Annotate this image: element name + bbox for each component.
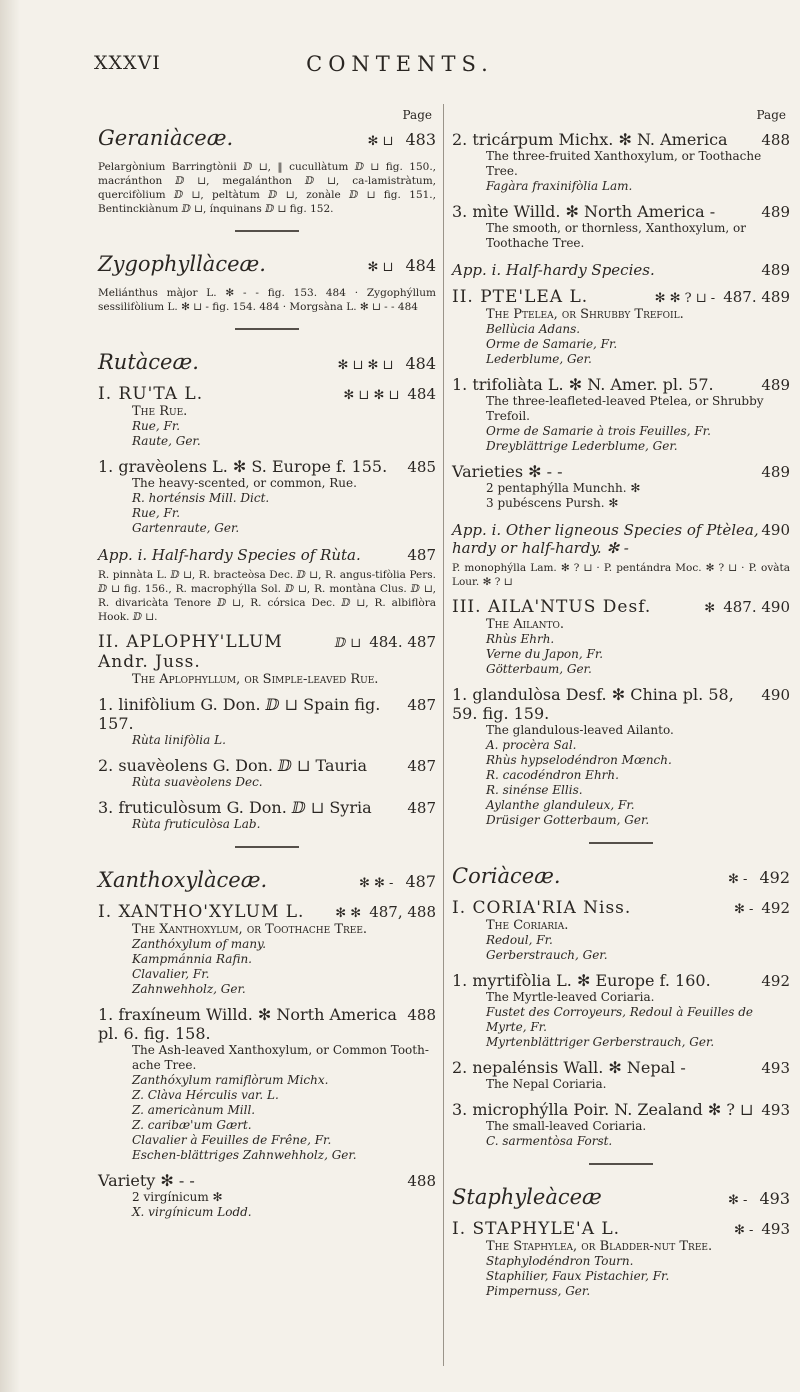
hardiness-symbols: ✻ - [733,1223,754,1238]
page-number: 493 [761,1101,790,1119]
page-number: 493 [759,1189,790,1208]
synonym-line: Verne du Japon, Fr. [486,647,604,661]
family-heading [452,864,790,888]
column-divider [443,104,444,1366]
entry-name: 3. microphýlla Poir. N. Zealand ✻ ? ⊔ [452,1100,754,1119]
synonym-line: Lederblume, Ger. [486,352,592,366]
synonym-line: Rue, Fr. [132,419,181,433]
entry-name: 1. trifoliàta L. ✻ N. Amer. pl. 57. [452,375,714,394]
page-number: 487 [407,799,436,817]
synonym-line: Z. Clàva Hérculis var. L. [132,1088,279,1102]
entry-name: 1. linifòlium G. Don. ⅅ ⊔ Spain fig. 157. [98,695,381,733]
synonym-line: Kampmánnia Rafin. [132,952,252,966]
entry-name: App. i. Half-hardy Species of Rùta. [98,546,361,564]
description-line: 2 virgínicum ✻ [132,1190,223,1204]
family-heading [452,1185,790,1209]
species-entry [452,1100,790,1119]
entry-name: App. i. Other ligneous Species of Ptèlea, hardy or half-hardy. ✻ - [452,521,759,557]
genus-heading [452,597,790,617]
synonym-line: Zanthóxylum of many. [132,937,267,951]
entry-name: 1. gravèolens L. ✻ S. Europe f. 155. [98,457,388,476]
species-entry [452,462,790,481]
description-line: The glandulous-leaved Ailanto. [486,723,674,737]
synonym-line: R. sinénse Ellis. [486,783,583,797]
entry-name: I. CORIA'RIA Niss. [452,898,632,918]
family-heading [98,126,436,150]
page-folio: XXXVI [94,52,161,74]
common-name: The Ptelea, or Shrubby Trefoil. [486,307,684,322]
synonym-line: X. virgínicum Lodd. [132,1205,252,1219]
synonym-line: Gerberstrauch, Ger. [486,948,608,962]
description-line: The three-leafleted-leaved Ptelea, or Shrubby Trefoil. [486,394,764,423]
entry-name: II. PTE'LEA L. [452,287,589,307]
family-heading [98,252,436,276]
synonym-line: Zahnwehholz, Ger. [132,982,246,996]
synonym-line: Fagàra fraxinifòlia Lam. [486,179,633,193]
hardiness-symbols: ✻ ✻ ? ⊔ - [654,291,716,306]
right-column [452,108,790,1299]
synonym-line: Gartenraute, Ger. [132,521,240,535]
common-name: The Xanthoxylum, or Toothache Tree. [132,922,368,937]
entry-name: I. RU'TA L. [98,384,204,404]
synonym-line: Orme de Samarie, Fr. [486,337,618,351]
common-name: The Coriaria. [486,918,569,933]
left-column [98,108,436,1220]
entry-name: Variety ✻ - - [98,1171,195,1190]
entry-name: 3. fruticulòsum G. Don. ⅅ ⊔ Syria [98,798,372,817]
section-rule [235,230,299,232]
synonym-line: Rùta suavèolens Dec. [132,775,263,789]
species-entry [452,1058,790,1077]
page-number: 489 [761,376,790,394]
species-entry [98,798,436,817]
species-entry [452,971,790,990]
species-list: Pelargònium Barringtònii ⅅ ⊔, ‖ cucullàtum ⅅ ⊔ fig. 150., macránthon ⅅ ⊔, megalánthon ⅅ ⊔, ca-lamistràtum, quercifòlium ⅅ ⊔, peltàtum ⅅ ⊔, zonàle ⅅ ⊔ fig. 151., Bentinckiànum ⅅ ⊔, ínquinans ⅅ ⊔ fig. 152. [98,161,436,215]
entry-name: Geraniàceæ. [98,126,234,150]
common-name: The Ailanto. [486,617,565,632]
entry-name: Xanthoxylàceæ. [98,868,268,892]
hardiness-symbols: ✻ - [733,902,754,917]
entry-name: Varieties ✻ - - [452,462,563,481]
page-number: 489 [761,463,790,481]
family-heading [98,868,436,892]
page-number: 487 [405,872,436,891]
page-number: 489 [761,203,790,221]
synonym-line: Rhùs Ehrh. [486,632,555,646]
page-number: 487. 489 [723,288,790,306]
page-number: 492 [759,868,790,887]
section-rule [235,846,299,848]
entry-name: Coriàceæ. [452,864,561,888]
entry-name: I. XANTHO'XYLUM L. [98,902,305,922]
genus-heading [452,898,790,918]
synonym-line: Eschen-blättriges Zahnwehholz, Ger. [132,1148,357,1162]
species-entry [98,695,436,733]
page-number: 487 [407,757,436,775]
species-entry [98,1005,436,1043]
synonym-line: Dreyblättrige Lederblume, Ger. [486,439,678,453]
page-number: 488 [407,1006,436,1024]
species-list: P. monophýlla Lam. ✻ ? ⊔ · P. pentándra Moc. ✻ ? ⊔ · P. ovàta Lour. ✻ ? ⊔ [452,562,790,588]
description-line: The Nepal Coriaria. [486,1077,607,1091]
synonym-line: Pimpernuss, Ger. [486,1284,591,1298]
synonym-line: R. horténsis Mill. Dict. [132,491,270,505]
synonym-line: Zanthóxylum ramiflòrum Michx. [132,1073,329,1087]
entry-name: III. AILA'NTUS Desf. [452,597,652,617]
entry-name: 2. tricárpum Michx. ✻ N. America [452,130,728,149]
hardiness-symbols: ✻ ⊔ ✻ ⊔ [337,358,394,373]
entry-name: 1. myrtifòlia L. ✻ Europe f. 160. [452,971,711,990]
page-number: 484 [405,256,436,275]
description-line: 3 pubéscens Pursh. ✻ [486,496,619,510]
page-number: 488 [407,1172,436,1190]
section-rule [589,1163,653,1165]
entry-name: 1. fraxíneum Willd. ✻ North America pl. 6. fig. 158. [98,1005,397,1043]
entry-name: I. STAPHYLE'A L. [452,1219,621,1239]
hardiness-symbols: ✻ - [728,1193,748,1208]
hardiness-symbols: ✻ - [728,872,748,887]
entry-name: Staphyleàceæ [452,1185,602,1209]
species-list: Meliánthus màjor L. ✻ - - fig. 153. 484 · Zygophýllum sessilifòlium L. ✻ ⊔ - fig. 154. 484 · Morgsàna L. ✻ ⊔ - - 484 [98,287,436,313]
synonym-line: C. sarmentòsa Forst. [486,1134,613,1148]
page-number: 490 [761,521,790,539]
synonym-line: Staphilier, Faux Pistachier, Fr. [486,1269,670,1283]
synonym-line: A. procèra Sal. [486,738,577,752]
synonym-line: Götterbaum, Ger. [486,662,592,676]
genus-heading [452,1219,790,1239]
synonym-line: Rue, Fr. [132,506,181,520]
entry-name: App. i. Half-hardy Species. [452,261,655,279]
page-column-label: Page [756,108,786,122]
section-rule [589,842,653,844]
entry-name: II. APLOPHY'LLUM Andr. Juss. [98,632,283,672]
appendix-heading [452,261,790,279]
page-header [0,0,800,88]
synonym-line: Rhùs hypselodéndron Mœnch. [486,753,672,767]
description-line: The small-leaved Coriaria. [486,1119,647,1133]
entry-name: 1. glandulòsa Desf. ✻ China pl. 58, 59. fig. 159. [452,685,734,723]
synonym-line: Fustet des Corroyeurs, Redoul à Feuilles de Myrte, Fr. [486,1005,754,1034]
genus-heading [98,632,436,672]
entry-name: Rutàceæ. [98,350,199,374]
synonym-line: Clavalier, Fr. [132,967,210,981]
page-column-label: Page [402,108,432,122]
page-number: 493 [761,1220,790,1238]
description-line: 2 pentaphýlla Munchh. ✻ [486,481,641,495]
common-name: The Aplophyllum, or Simple-leaved Rue. [132,672,379,687]
species-entry [452,685,790,723]
species-entry [98,457,436,476]
synonym-line: Drüsiger Gotterbaum, Ger. [486,813,650,827]
page-number: 487, 488 [369,903,436,921]
hardiness-symbols: ✻ ✻ - [359,876,394,891]
hardiness-symbols: ✻ ⊔ ✻ ⊔ [343,388,400,403]
synonym-line: Raute, Ger. [132,434,201,448]
species-list: R. pinnàta L. ⅅ ⊔, R. bracteòsa Dec. ⅅ ⊔, R. angus-tifòlia Pers. ⅅ ⊔ fig. 156., R. macrophýlla Sol. ⅅ ⊔, R. montàna Clus. ⅅ ⊔, R. divaricàta Tenore ⅅ ⊔, R. córsica Dec. ⅅ ⊔, R. albiflòra Hook. ⅅ ⊔. [98,569,436,623]
common-name: The Staphylea, or Bladder-nut Tree. [486,1239,713,1254]
page-number: 483 [405,130,436,149]
entry-name: Zygophyllàceæ. [98,252,266,276]
page-number: 484 [407,385,436,403]
page-number: 487. 490 [723,598,790,616]
hardiness-symbols: ✻ ⊔ [367,260,394,275]
page-number: 484. 487 [369,633,436,651]
genus-heading [452,287,790,307]
page-number: 493 [761,1059,790,1077]
page-number: 488 [761,131,790,149]
genus-heading [98,902,436,922]
species-entry [452,202,790,221]
common-name: The Rue. [132,404,188,419]
description-line: The Myrtle-leaved Coriaria. [486,990,655,1004]
synonym-line: Bellùcia Adans. [486,322,581,336]
synonym-line: Clavalier à Feuilles de Frêne, Fr. [132,1133,332,1147]
hardiness-symbols: ✻ [704,601,716,616]
entry-name: 2. nepalénsis Wall. ✻ Nepal - [452,1058,686,1077]
page-gutter-shadow [0,0,20,1392]
species-entry [452,130,790,149]
synonym-line: Redoul, Fr. [486,933,553,947]
synonym-line: Staphylodéndron Tourn. [486,1254,634,1268]
page-number: 492 [761,899,790,917]
family-heading [98,350,436,374]
synonym-line: Orme de Samarie à trois Feuilles, Fr. [486,424,711,438]
synonym-line: Rùta linifòlia L. [132,733,226,747]
page-number: 487 [407,546,436,564]
page-number: 487 [407,696,436,714]
species-entry [98,1171,436,1190]
page-number: 489 [761,261,790,279]
synonym-line: Myrtenblättriger Gerberstrauch, Ger. [486,1035,715,1049]
species-entry [452,375,790,394]
page-title: CONTENTS. [306,52,494,76]
description-line: The three-fruited Xanthoxylum, or Toothache Tree. [486,149,762,178]
appendix-heading [98,546,436,564]
synonym-line: Z. americànum Mill. [132,1103,256,1117]
description-line: The heavy-scented, or common, Rue. [132,476,357,490]
synonym-line: Rùta fruticulòsa Lab. [132,817,261,831]
description-line: The Ash-leaved Xanthoxylum, or Common Tooth-ache Tree. [132,1043,429,1072]
section-rule [235,328,299,330]
synonym-line: R. cacodéndron Ehrh. [486,768,619,782]
entry-name: 3. mìte Willd. ✻ North America - [452,202,716,221]
page-number: 484 [405,354,436,373]
synonym-line: Aylanthe glanduleux, Fr. [486,798,635,812]
species-entry [98,756,436,775]
hardiness-symbols: ✻ ✻ [335,906,362,921]
page-number: 490 [761,686,790,704]
appendix-heading [452,521,790,557]
description-line: The smooth, or thornless, Xanthoxylum, or Toothache Tree. [486,221,746,250]
hardiness-symbols: ✻ ⊔ [367,134,394,149]
page-number: 492 [761,972,790,990]
page-number: 485 [407,458,436,476]
hardiness-symbols: ⅅ ⊔ [334,636,362,651]
genus-heading [98,384,436,404]
entry-name: 2. suavèolens G. Don. ⅅ ⊔ Tauria [98,756,368,775]
synonym-line: Z. caribæ'um Gært. [132,1118,252,1132]
